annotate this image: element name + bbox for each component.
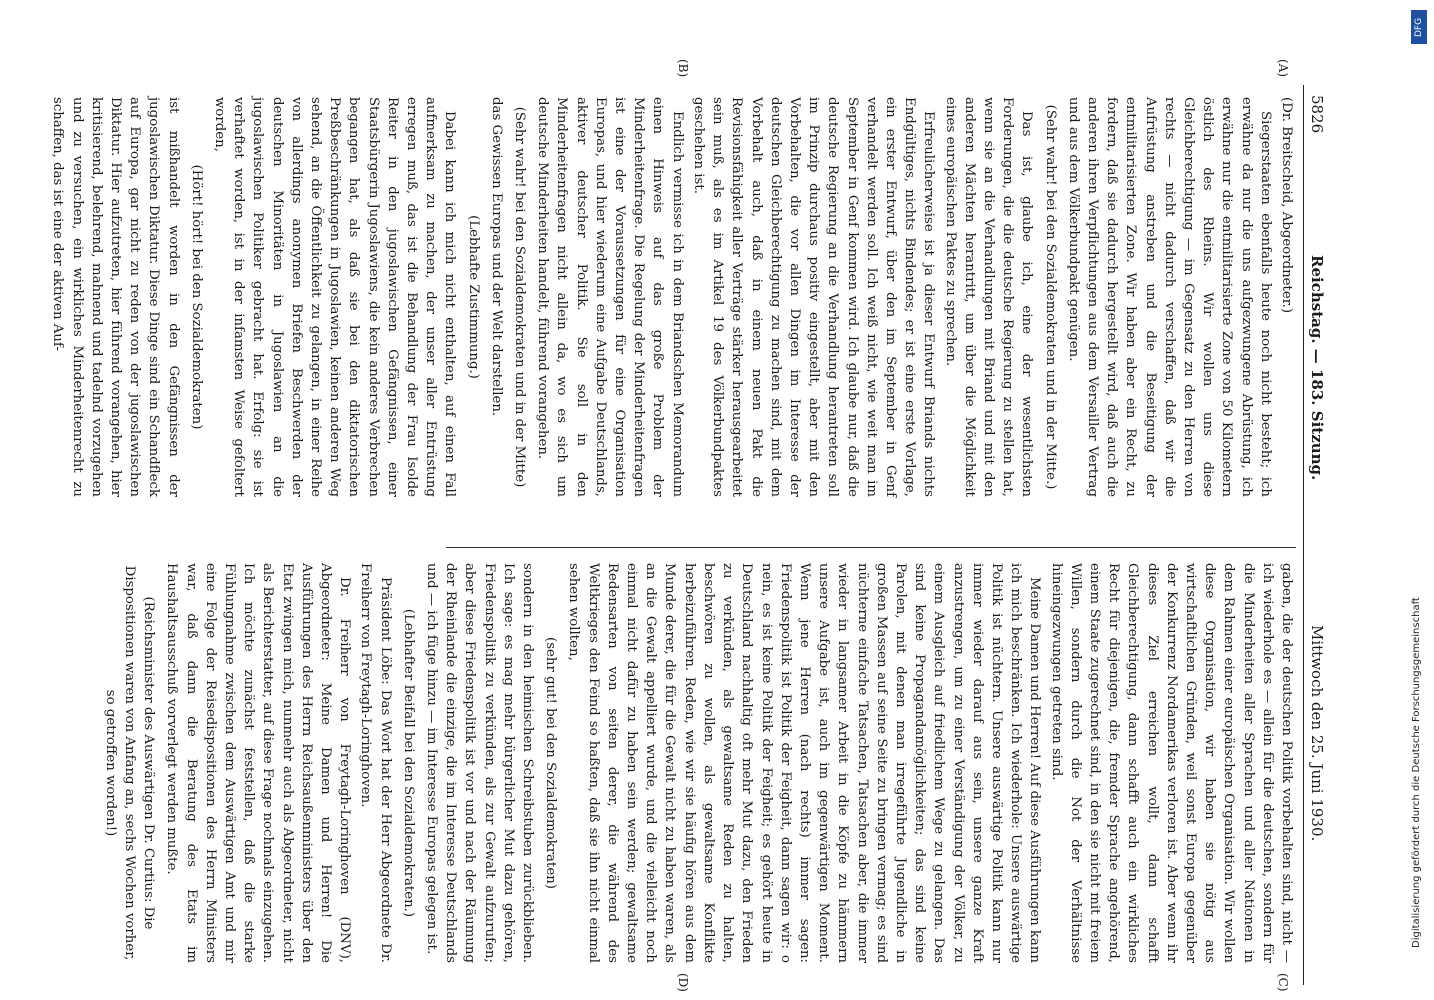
margin-mark-d: (D) [676, 973, 690, 992]
dfg-logo: DFG [1411, 10, 1427, 44]
paragraph: Präsident Löbe: Das Wort hat der Herr Abgeordnete Dr. Freiherr von Freytagh-Loringhoven. [358, 563, 393, 963]
margin-mark-b: (B) [676, 59, 690, 78]
header-right-title: Mittwoch den 25. Juni 1930. [1308, 625, 1326, 842]
header-rule [1303, 85, 1304, 985]
margin-mark-c: (C) [1276, 973, 1290, 992]
paragraph: sondern in den heimischen Schreibstuben zurückblieben. Ich sage: es mag mehr bürgerlicher Mut dazu gehören, Friedenspolitik zu verkünden, als zur Gewalt aufzurufen; aber diese Friedenspolitik ist vor und nach der Räumung der Rheinlande die einzige, die im Interesse Deutschlands und — ich füge hinzu — im Interesse Europas gelegen ist. [424, 563, 536, 963]
rotated-page [10, 59, 1330, 992]
page-number: 5826 [1308, 95, 1326, 134]
interjection: (Sehr wahr! bei den Sozialdemokraten und in der Mitte) [512, 106, 528, 488]
paragraph: gaben, die der deutschen Politik vorbehalten sind, nicht — ich wiederhole es — allein für die deutschen, sondern für die Minderheiten aller Sprachen und aller Nationen in dem Rahmen einer europäischen Organisation. Wir wollen diese Organisation, wir haben sie nötig aus wirtschaftlichen Gründen, weil sonst Europa gegenüber der Konkurrenz Nordamerikas verloren ist. Aber wenn ihr dieses Ziel erreichen wollt, dann schafft Gleichberechtigung, dann schafft auch ein wirkliches Recht für diejenigen, die, fremder Sprache angehörend, einem Staate zugerechnet sind, in den sie nicht mit freiem Willen, sondern durch die Not der Verhältnisse hineingezwungen getreten sind. [1048, 563, 1294, 963]
left-column [46, 97, 1296, 497]
interjection: (sehr gut! bei den Sozialdemokraten) [543, 637, 559, 889]
paragraph: ist mißhandelt worden in den Gefängnissen der jugoslawischen Diktatur. Diese Dinge sind ein Schandfleck auf Europa, gar nicht zu reden von der jugoslawischen Diktatur. Hier aufzutreten, hier führend vorangehen, hier kritisierend, belehrend, mahnend und tadelnd vorzugehen und zu versuchen, ein wirkliches Minderheitenrecht zu schaffen, das ist eine der aktiven Auf- [50, 97, 181, 497]
interjection: (Sehr wahr! bei den Sozialdemokraten und in der Mitte.) [1042, 104, 1058, 490]
margin-mark-a: (A) [1276, 59, 1290, 78]
side-credit-text: Digitalisierung gefördert durch die Deutsche Forschungsgemeinschaft [1411, 597, 1422, 948]
right-column [97, 563, 1296, 963]
interjection: (Hört! hört! bei den Sozialdemokraten) [188, 164, 204, 430]
paragraph: Dr. Freiherr von Freytagh-Loringhoven (DNV), Abgeordneter: Meine Damen und Herren! Die Ausführungen des Herrn Reichsaußenministers über den Etat zwingen mich, nunmehr auch als Abgeordneter, nicht als Berichterstatter, auf diese Frage nochmals einzugehen. Ich möchte zunächst feststellen, daß die starke Fühlungnahme zwischen dem Auswärtigen Amt und mir eine Folge der Reisedispositionen des Herrn Ministers war, daß dann die Beratung des Etats im Haushaltsausschuß vorverlegt werden mußte. [164, 563, 353, 963]
interjection: (Lebhafter Beifall bei den Sozialdemokraten.) [400, 608, 416, 918]
page-header [1302, 85, 1330, 985]
paragraph: Siegerstaaten ebenfalls heute noch nicht besteht; ich erwähne da nur die uns aufgezwungene Abrüstung, ich erwähne nur die entmilitarisierte Zone von 50 Kilometern östlich des Rheins. Wir wollen uns diese Gleichberechtigung — im Gegensatz zu den Herren von rechts — nicht dadurch verschaffen, daß wir die Aufrüstung anstreben und die Beseitigung der entmilitarisierten Zone. Wir haben aber ein Recht, zu fordern, daß sie dadurch hergestellt wird, daß auch die anderen ihren Verpflichtungen aus dem Versailler Vertrag und aus dem Völkerbundpakt genügen. [1065, 97, 1273, 497]
paragraph: das Gewissen Europas und der Welt darstellen. [488, 97, 504, 417]
paragraph: Das ist, glaube ich, eine der wesentlichsten Forderungen, die die deutsche Regierung zu stellen hat, wenn sie an die Verhandlungen mit Briand und mit den anderen Mächten herantritt, um über die Möglichkeit eines europäischen Paktes zu sprechen. [942, 97, 1035, 497]
interjection: (Reichsminister des Auswärtigen Dr. Curtius: Die Dispositionen waren von Anfang an, sechs Wochen vorher, so getroffen worden!) [102, 565, 157, 961]
paragraph: Dabei kann ich mich nicht enthalten, auf einen Fall aufmerksam zu machen, der unser aller Entrüstung erregen muß, das ist die Behandlung der Frau Isolde Reiter in den jugoslawischen Gefängnissen, einer Staatsbürgerin Jugoslawiens, die kein anderes Verbrechen begangen hat, als daß sie bei den diktatorischen Preßbeschränkungen in Jugoslawien, keinen anderen Weg sehend, an die Öffentlichkeit zu gelangen, in einer Reihe von allerdings anonymen Briefen Beschwerden der deutschen Minoritäten in Jugoslawien an die jugoslawischen Politiker gebracht hat. Erfolg: sie ist verhaftet worden, ist in der infamsten Weise gefoltert worden, [212, 97, 458, 497]
paragraph: Erfreulicherweise ist ja dieser Entwurf Briands nichts Endgültiges, nichts Bindendes; er ist eine erste Vorlage, ein erster Entwurf, über den im September in Genf verhandelt werden soll. Ich weiß nicht, wie weit man im September in Genf kommen wird. Ich glaube nur, daß die deutsche Regierung an die Verhandlung herantreten soll im Prinzip durchaus positiv eingestellt, aber mit den Vorbehalten, die vor allen Dingen im Interesse der deutschen Gleichberechtigung zu machen sind, mit dem Vorbehalt auch, daß in einem neuen Pakt die Revisionsfähigkeit aller Verträge stärker herausgearbeitet sein muß, als es im Artikel 19 des Völkerbundpaktes geschehen ist. [690, 97, 937, 497]
interjection: (Lebhafte Zustimmung.) [465, 215, 481, 379]
paragraph: Meine Damen und Herren! Auf diese Ausführungen kann ich mich beschränken. Ich wiederhole: Unsere auswärtige Politik ist nüchtern. Unsere auswärtige Politik kann nur immer wieder darauf aus sein, unsere ganze Kraft anzustrengen, um zu einer Verständigung der Völker, zu einem Ausgleich auf friedlichem Wege zu gelangen. Das sind keine Propagandamöglichkeiten; das sind keine Parolen, mit denen man irregeführte Jugendliche in großen Massen auf seine Seite zu bringen vermag; es sind nüchterne einfache Tatsachen, Tatsachen aber, die immer wieder in langsamer Arbeit in die Köpfe zu hämmern unsere Aufgabe ist, auch im gegenwärtigen Moment. Wenn jene Herren (nach rechts) immer sagen: Friedenspolitik ist Politik der Feigheit, dann sagen wir: o nein, es ist keine Politik der Feigheit; es gehört heute in Deutschland nachhaltig oft mehr Mut dazu, den Frieden zu verkünden, als gewaltsame Reden zu halten, beschwören zu wollen, als gewaltsame Konflikte herbeizuführen. Reden, wie wir sie häufig hören aus dem Munde derer, die für die Gewalt nicht zu haben waren, als an die Gewalt appelliert wurde, und die vielleicht noch einmal nicht dafür zu haben sein werden; gewaltsame Redensarten von seiten derer, die während des Weltkrieges den Feind so haßten, daß sie ihn nicht einmal sehen wollten, [566, 563, 1043, 963]
speaker-line: (Dr. Breitscheid, Abgeordneter.) [1279, 97, 1294, 314]
column-divider [446, 547, 1296, 548]
header-left-title: Reichstag. — 183. Sitzung. [1308, 255, 1326, 481]
paragraph: Endlich vermisse ich in dem Briandschen Memorandum einen Hinweis auf das große Problem der Minderheitenfrage. Die Regelung der Minderheitenfragen ist eine der Voraussetzungen für eine Organisation Europas, und hier wiederum eine Aufgabe Deutschlands, aktiver deutscher Politik. Sie soll in den Minderheitenfragen nicht allein da, wo es sich um deutsche Minderheiten handelt, führend vorangehen. [535, 97, 685, 497]
side-credit [1409, 8, 1429, 993]
